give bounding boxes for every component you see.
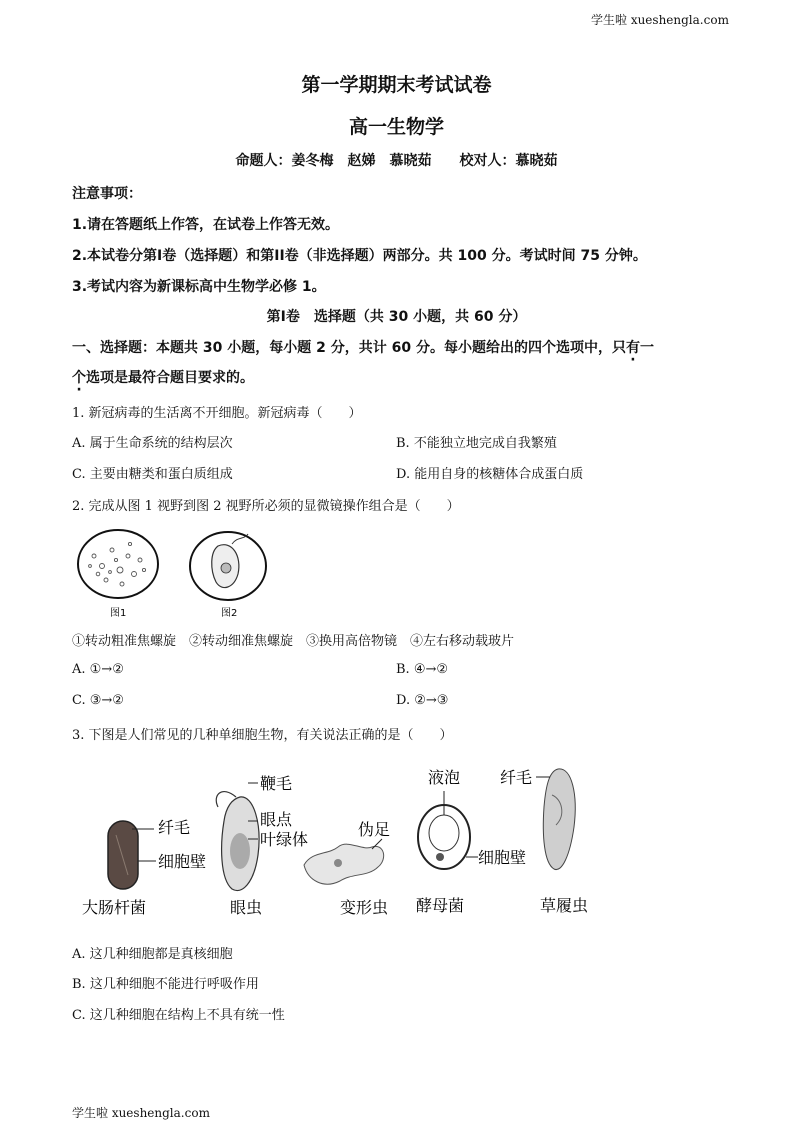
header-site: 学生啦 xueshengla.com (591, 13, 729, 27)
label-flagellum: 鞭毛 (260, 774, 293, 793)
q2-stem: 2. 完成从图 1 视野到图 2 视野所必须的显微镜操作组合是（ ） (72, 499, 460, 514)
q1-option-a: A. 属于生命系统的结构层次 (72, 436, 233, 451)
label-yeast: 酵母菌 (416, 896, 465, 915)
notice-heading: 注意事项： (72, 186, 142, 202)
label-amoeba: 变形虫 (340, 898, 389, 917)
footer-site: 学生啦 xueshengla.com (72, 1106, 210, 1120)
q3-option-a: A. 这几种细胞都是真核细胞 (72, 947, 233, 962)
euglena-diagram (216, 774, 308, 917)
label-cilia-2: 纤毛 (500, 768, 533, 787)
label-euglena: 眼虫 (230, 898, 263, 917)
q3-stem: 3. 下图是人们常见的几种单细胞生物，有关说法正确的是（ ） (72, 728, 453, 743)
q3-organism-figure (72, 755, 632, 925)
q1-option-b: B. 不能独立地完成自我繁殖 (396, 436, 557, 451)
label-vacuole: 液泡 (428, 768, 461, 787)
label-cell-wall-2: 细胞壁 (478, 848, 527, 867)
amoeba-diagram (304, 820, 390, 917)
section1-emphasis-1: 只有一 (611, 340, 654, 356)
fig2-label: 图2 (221, 608, 238, 619)
q3-option-b: B. 这几种细胞不能进行呼吸作用 (72, 977, 259, 992)
q2-microscope-figure (72, 526, 282, 622)
fig1-label: 图1 (110, 608, 127, 619)
q1-option-c: C. 主要由糖类和蛋白质组成 (72, 467, 233, 482)
label-paramecium: 草履虫 (540, 896, 589, 915)
notice-3: 3.考试内容为新课标高中生物学必修 1。 (72, 279, 326, 295)
ecoli-diagram (82, 818, 206, 917)
notice-2: 2.本试卷分第I卷（选择题）和第II卷（非选择题）两部分。共 100 分。考试时间 75 分钟。 (72, 248, 647, 264)
q3-option-c: C. 这几种细胞在结构上不具有统一性 (72, 1008, 285, 1023)
section1-emphasis-2: 个 (72, 370, 86, 386)
part1-title: 第I卷 选择题（共 30 小题，共 60 分） (266, 309, 527, 325)
q2-option-b: B. ④→② (396, 662, 449, 677)
section1-text-b: 选项是最符合题目要求的。 (86, 370, 254, 386)
section1-instructions-cont (72, 367, 254, 387)
label-chloroplast: 叶绿体 (260, 830, 309, 849)
exam-subject: 高一生物学 (348, 116, 444, 138)
q1-option-d: D. 能用自身的核糖体合成蛋白质 (396, 467, 584, 482)
field-of-view-2 (190, 532, 266, 600)
notice-1: 1.请在答题纸上作答，在试卷上作答无效。 (72, 217, 340, 233)
label-cilia-1: 纤毛 (158, 818, 191, 837)
label-ecoli: 大肠杆菌 (82, 898, 147, 917)
label-pseudopod: 伪足 (358, 820, 391, 839)
exam-authors: 命题人：姜冬梅 赵娣 慕晓茹 校对人：慕晓茹 (235, 153, 558, 169)
q2-option-c: C. ③→② (72, 693, 124, 708)
q1-stem: 1. 新冠病毒的生活离不开细胞。新冠病毒（ ） (72, 406, 362, 421)
section1-text-a: 一、选择题：本题共 30 小题，每小题 2 分，共计 60 分。每小题给出的四个选项中， (72, 340, 612, 356)
paramecium-diagram (500, 768, 588, 915)
label-cell-wall-1: 细胞壁 (158, 852, 207, 871)
section1-instructions (72, 337, 654, 357)
q2-option-d: D. ②→③ (396, 693, 449, 708)
yeast-diagram (416, 768, 526, 915)
q2-option-a: A. ①→② (72, 662, 124, 677)
q2-operations: ①转动粗准焦螺旋 ②转动细准焦螺旋 ③换用高倍物镜 ④左右移动载玻片 (72, 634, 515, 649)
field-of-view-1 (78, 530, 158, 598)
label-eyespot: 眼点 (260, 810, 293, 829)
exam-title: 第一学期期末考试试卷 (301, 74, 492, 96)
